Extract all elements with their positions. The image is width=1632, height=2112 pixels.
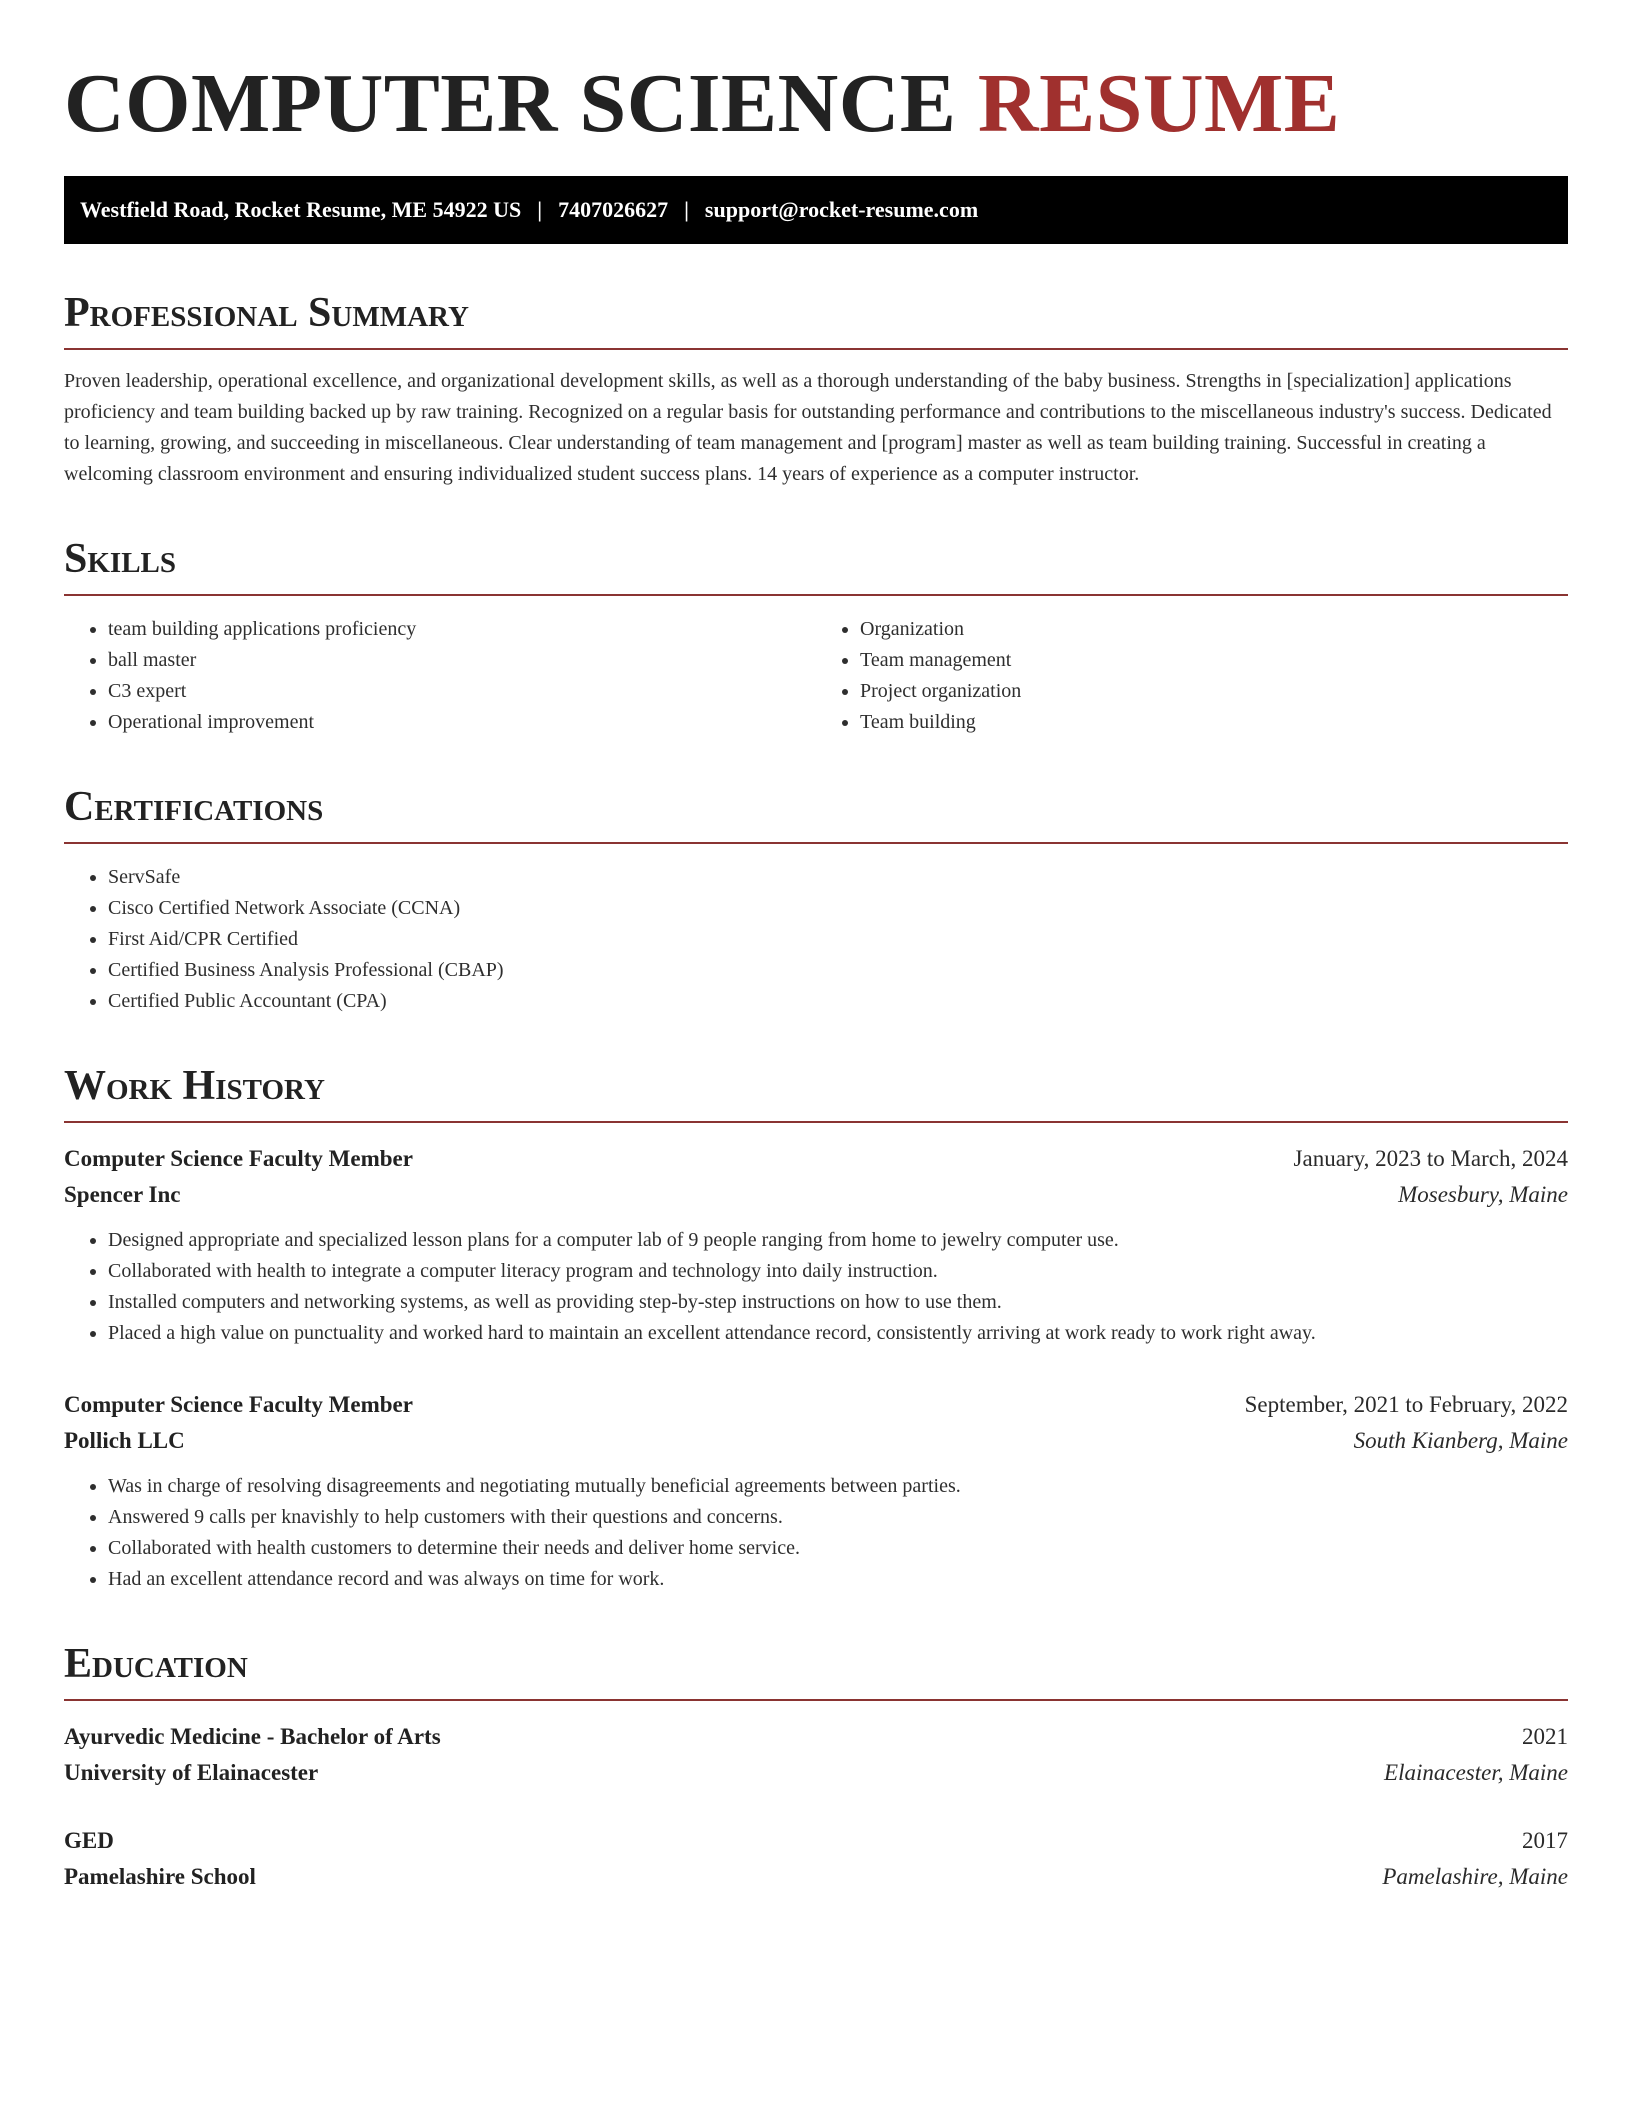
job-entry	[64, 1141, 1568, 1349]
job-bullet: • Collaborated with health to integrate a computer literacy program and technology into daily instruction.	[108, 1256, 1568, 1287]
contact-phone: 7407026627	[558, 197, 669, 222]
title-main: COMPUTER SCIENCE	[64, 57, 957, 150]
education-entry	[64, 1823, 1568, 1895]
education-school: University of Elainacester	[64, 1760, 319, 1785]
resume-title	[64, 56, 1568, 152]
education-school-row	[64, 1859, 1568, 1895]
contact-address: Westfield Road, Rocket Resume, ME 54922 US	[80, 197, 522, 222]
skills-list-left	[64, 614, 816, 738]
education-header-row	[64, 1823, 1568, 1859]
job-bullet: • Collaborated with health customers to determine their needs and deliver home service.	[108, 1533, 1568, 1564]
job-bullet: • Was in charge of resolving disagreements and negotiating mutually beneficial agreements between parties.	[108, 1471, 1568, 1502]
certification-item: • First Aid/CPR Certified	[108, 924, 1568, 955]
job-header-row	[64, 1141, 1568, 1177]
job-bullets	[64, 1225, 1568, 1349]
contact-separator: |	[684, 197, 689, 222]
education-school: Pamelashire School	[64, 1864, 256, 1889]
job-location: Mosesbury, Maine	[1398, 1182, 1568, 1207]
education-degree: GED	[64, 1828, 114, 1853]
title-accent: RESUME	[977, 57, 1341, 150]
education-location: Pamelashire, Maine	[1382, 1864, 1568, 1889]
summary-heading: Professional Summary	[64, 288, 1568, 350]
skills-heading: Skills	[64, 534, 1568, 596]
summary-text: Proven leadership, operational excellence, and organizational development skills, as well as a thorough understanding of the baby business. Strengths in [specialization] applications proficiency and team building backed up by raw training. Recognized on a regular basis for outstanding performance and contributions to the miscellaneous industry's success. Dedicated to learning, growing, and succeeding in miscellaneous. Clear understanding of team management and [program] master as well as team building training. Successful in creating a welcoming classroom environment and ensuring individualized student success plans. 14 years of experience as a computer instructor.	[64, 370, 1552, 485]
certification-item: • Certified Business Analysis Professional (CBAP)	[108, 955, 1568, 986]
skill-item: • Project organization	[860, 676, 1568, 707]
skills-grid	[64, 596, 1568, 738]
job-bullet: • Placed a high value on punctuality and worked hard to maintain an excellent attendance record, consistently arriving at work ready to work right away.	[108, 1318, 1568, 1349]
job-company: Spencer Inc	[64, 1182, 181, 1207]
skill-item: • Operational improvement	[108, 707, 816, 738]
contact-email: support@rocket-resume.com	[704, 197, 979, 222]
job-company: Pollich LLC	[64, 1428, 185, 1453]
skill-item: • Organization	[860, 614, 1568, 645]
job-title: Computer Science Faculty Member	[64, 1146, 413, 1171]
education-section	[64, 1639, 1568, 1895]
job-bullet: • Installed computers and networking systems, as well as providing step-by-step instructions on how to use them.	[108, 1287, 1568, 1318]
education-heading: Education	[64, 1639, 1568, 1701]
job-company-row	[64, 1423, 1568, 1459]
skill-item: • Team management	[860, 645, 1568, 676]
education-school-row	[64, 1755, 1568, 1791]
work-history-heading: Work History	[64, 1061, 1568, 1123]
work-history-section	[64, 1061, 1568, 1595]
education-entry	[64, 1719, 1568, 1791]
skill-item: • Team building	[860, 707, 1568, 738]
contact-bar	[64, 176, 1568, 244]
job-dates: September, 2021 to February, 2022	[1244, 1392, 1568, 1417]
job-bullets	[64, 1471, 1568, 1595]
certifications-list	[64, 862, 1568, 1017]
certification-item: • Certified Public Accountant (CPA)	[108, 986, 1568, 1017]
skill-item: • ball master	[108, 645, 816, 676]
summary-section	[64, 288, 1568, 490]
education-year: 2021	[1522, 1724, 1568, 1749]
education-degree: Ayurvedic Medicine - Bachelor of Arts	[64, 1724, 441, 1749]
certifications-section	[64, 782, 1568, 1017]
job-bullet: • Designed appropriate and specialized lesson plans for a computer lab of 9 people ranging from home to jewelry computer use.	[108, 1225, 1568, 1256]
education-header-row	[64, 1719, 1568, 1755]
certification-item: • Cisco Certified Network Associate (CCNA)	[108, 893, 1568, 924]
job-dates: January, 2023 to March, 2024	[1293, 1146, 1568, 1171]
contact-separator: |	[537, 197, 543, 222]
job-location: South Kianberg, Maine	[1353, 1428, 1568, 1453]
skills-list-right	[816, 614, 1568, 738]
job-bullet: • Answered 9 calls per knavishly to help customers with their questions and concerns.	[108, 1502, 1568, 1533]
skill-item: • team building applications proficiency	[108, 614, 816, 645]
certifications-heading: Certifications	[64, 782, 1568, 844]
job-header-row	[64, 1387, 1568, 1423]
job-company-row	[64, 1177, 1568, 1213]
education-location: Elainacester, Maine	[1384, 1760, 1568, 1785]
skills-section	[64, 534, 1568, 738]
skill-item: • C3 expert	[108, 676, 816, 707]
education-year: 2017	[1522, 1828, 1568, 1853]
job-title: Computer Science Faculty Member	[64, 1392, 413, 1417]
job-entry	[64, 1387, 1568, 1595]
certification-item: • ServSafe	[108, 862, 1568, 893]
job-bullet: • Had an excellent attendance record and was always on time for work.	[108, 1564, 1568, 1595]
